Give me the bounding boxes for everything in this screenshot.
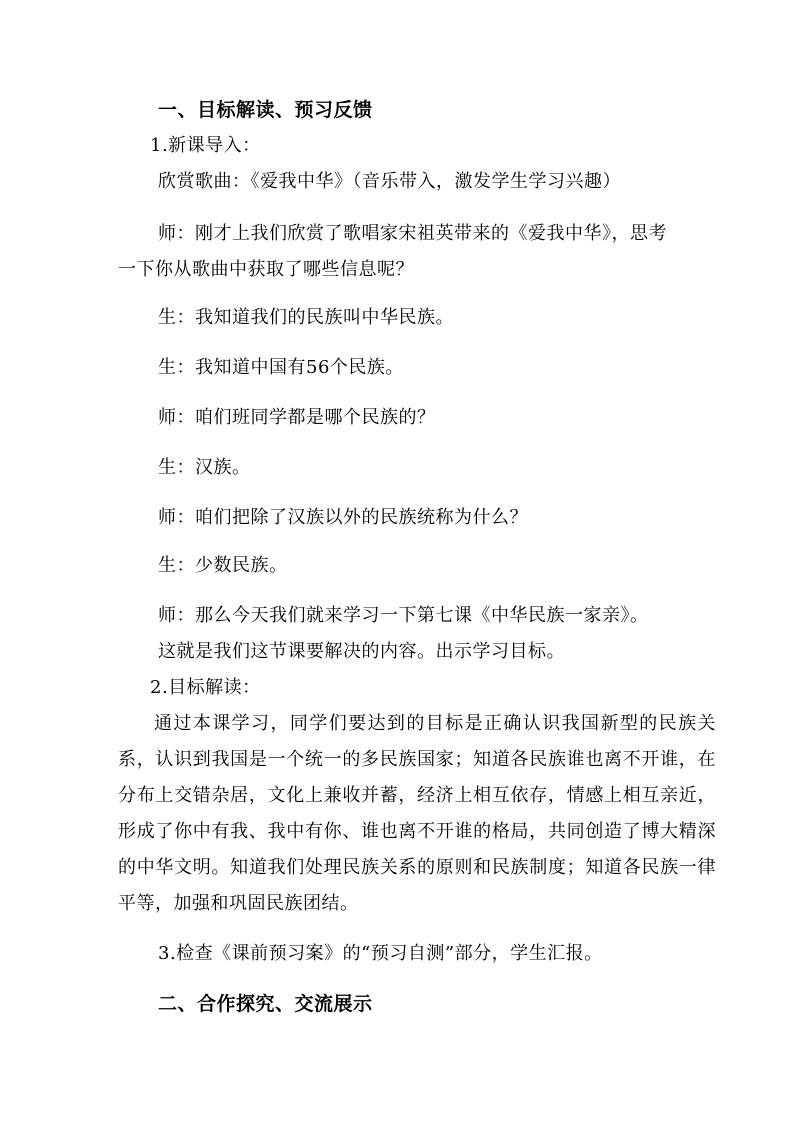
dialogue-line: 生：汉族。 xyxy=(158,457,251,478)
dialogue-line: 这就是我们这节课要解决的内容。出示学习目标。 xyxy=(158,641,565,662)
dialogue-line: 师：那么今天我们就来学习一下第七课《中华民族一家亲》。 xyxy=(158,605,649,626)
item2-label: 2.目标解读： xyxy=(150,677,261,698)
dialogue-line: 师：刚才上我们欣赏了歌唱家宋祖英带来的《爱我中华》，思考 xyxy=(158,223,667,244)
goal-paragraph: 通过本课学习，同学们要达到的目标是正确认识我国新型的民族关系，认识到我国是一个统一的多民族国家；知道各民族谁也离不开谁，在分布上交错杂居，文化上兼收并蓄，经济上相互依存，情感上相互亲近，形成了你中有我、我中有你、谁也离不开谁的格局，共同创造了博大精深的中华文明。知道我们处理民族关系的原则和民族制度；知道各民族一律平等，加强和巩固民族团结。 xyxy=(118,713,716,914)
dialogue-line: 一下你从歌曲中获取了哪些信息呢？ xyxy=(118,259,414,280)
item3-text: 3.检查《课前预习案》的“预习自测”部分，学生汇报。 xyxy=(158,943,603,964)
dialogue-line: 生：少数民族。 xyxy=(158,555,288,576)
dialogue-line: 师：咱们班同学都是哪个民族的？ xyxy=(158,407,436,428)
section2-heading: 二、合作探究、交流展示 xyxy=(158,993,373,1015)
dialogue-line: 师：咱们把除了汉族以外的民族统称为什么？ xyxy=(158,507,528,528)
item1-label: 1.新课导入： xyxy=(150,135,261,156)
section1-heading: 一、目标解读、预习反馈 xyxy=(158,99,373,121)
dialogue-line: 生：我知道我们的民族叫中华民族。 xyxy=(158,307,454,328)
song-line: 欣赏歌曲：《爱我中华》（音乐带入，激发学生学习兴趣） xyxy=(158,171,621,192)
dialogue-line: 生：我知道中国有56个民族。 xyxy=(158,357,404,378)
